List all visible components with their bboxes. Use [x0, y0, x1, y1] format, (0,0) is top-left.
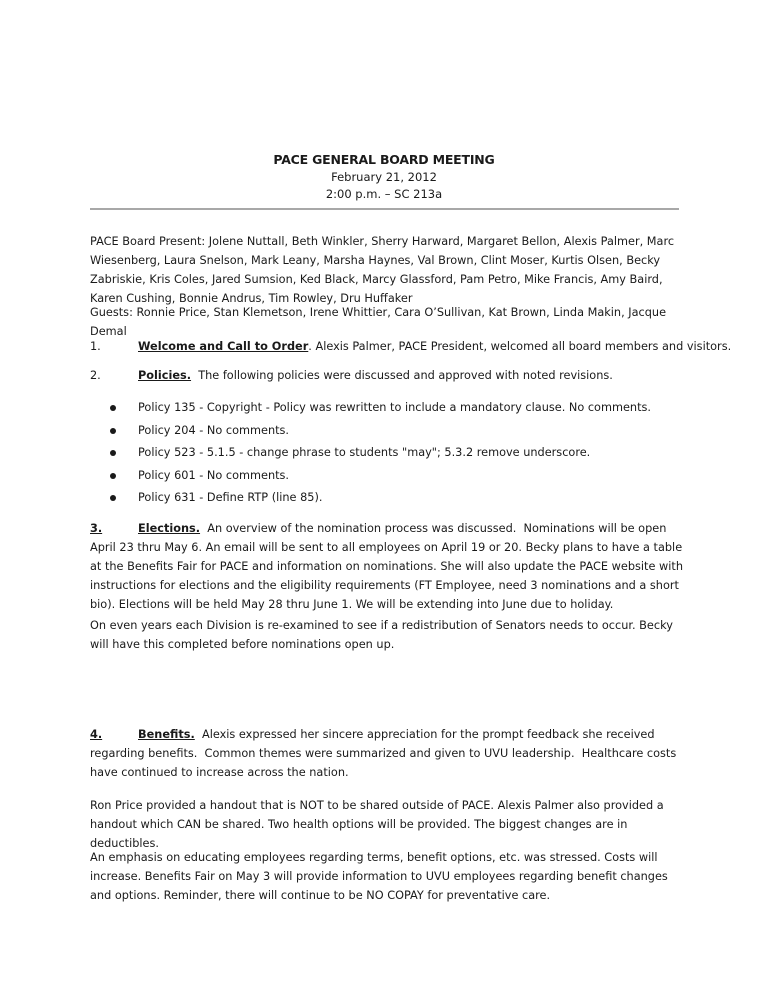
meeting-date: February 21, 2012	[331, 170, 437, 184]
benefits-education: An emphasis on educating employees regarding terms, benefit options, etc. was stressed. Costs will increase. Benefits Fair on May 3 will provide information to UVU employees regarding benefit changes and options. Reminder, there will continue to be NO COPAY for preventative care.	[90, 851, 668, 902]
section-elections	[90, 519, 685, 614]
policy-list-item	[90, 398, 651, 421]
policy-list-item	[90, 443, 651, 466]
item-number: 2.	[90, 369, 101, 382]
section-benefits	[90, 725, 685, 782]
bullet-icon	[110, 428, 116, 434]
section-text: Alexis expressed her sincere appreciation for the prompt feedback she received regarding benefits. Common themes were summarized and given to UVU leadership. Healthcare costs have continued to increase across the nation.	[90, 728, 680, 779]
policy-text: Policy 601 - No comments.	[138, 468, 290, 482]
section-text: An overview of the nomination process was discussed. Nominations will be open April 23 thru May 6. An email will be sent to all employees on April 19 or 20. Becky plans to have a table at the Benefits Fair for PACE and information on nominations. She will also update the PACE website with instructions for elections and the eligibility requirements (FT Employee, need 3 nominations and a short bio). Elections will be held May 28 thru June 1. We will be extending into June due to holiday.	[90, 522, 687, 611]
section-number: 3.	[90, 522, 103, 535]
section-heading: Elections.	[138, 522, 201, 535]
item-heading: Policies.	[138, 369, 192, 382]
policy-text: Policy 631 - Define RTP (line 85).	[138, 491, 323, 504]
meeting-time-location: 2:00 p.m. – SC 213a	[325, 187, 443, 201]
bullet-icon	[110, 473, 116, 479]
board-present: PACE Board Present: Jolene Nuttall, Beth Winkler, Sherry Harward, Margaret Bellon, Alexis Palmer, Marc Wiesenberg, Laura Snelson, Mark Leany, Marsha Haynes, Val Brown, Clint Moser, Kurtis Olsen, Becky Zabriskie, Kris Coles, Jared Sumsion, Ked Black, Marcy Glassford, Pam Petro, Mike Francis, Amy Baird, Karen Cushing, Bonnie Andrus, Tim Rowley, Dru Huffaker	[90, 235, 675, 305]
elections-followup: On even years each Division is re-examined to see if a redistribution of Senators needs to occur. Becky will have this completed before nominations open up.	[90, 619, 673, 651]
document-header	[0, 151, 768, 203]
benefits-handouts: Ron Price provided a handout that is NOT to be shared outside of PACE. Alexis Palmer also provided a handout which CAN be shared. Two health options will be provided. The biggest changes are in deductibles.	[90, 799, 664, 850]
bullet-icon	[110, 405, 116, 411]
item-text: . Alexis Palmer, PACE President, welcomed all board members and visitors.	[308, 340, 732, 353]
section-heading: Benefits.	[138, 728, 195, 741]
item-heading: Welcome and Call to Order	[138, 340, 309, 353]
item-line	[138, 337, 731, 356]
guests: Guests: Ronnie Price, Stan Klemetson, Irene Whittier, Cara O’Sullivan, Kat Brown, Linda Makin, Jacque Demal	[90, 306, 667, 338]
meeting-title: PACE GENERAL BOARD MEETING	[273, 152, 495, 167]
policy-list-item	[90, 421, 651, 444]
bullet-icon	[110, 450, 116, 456]
item-text: The following policies were discussed and approved with noted revisions.	[191, 369, 613, 382]
item-number: 1.	[90, 340, 101, 353]
policy-text: Policy 135 - Copyright - Policy was rewritten to include a mandatory clause. No comments.	[138, 401, 651, 414]
policy-text: Policy 523 - 5.1.5 - change phrase to students "may"; 5.3.2 remove underscore.	[138, 446, 591, 459]
item-line	[138, 366, 613, 385]
header-divider	[90, 208, 679, 210]
policy-list	[90, 398, 651, 511]
policy-list-item	[90, 466, 651, 489]
section-number: 4.	[90, 728, 103, 741]
policy-text: Policy 204 - No comments.	[138, 423, 290, 437]
policy-list-item	[90, 488, 651, 511]
bullet-icon	[110, 495, 116, 501]
